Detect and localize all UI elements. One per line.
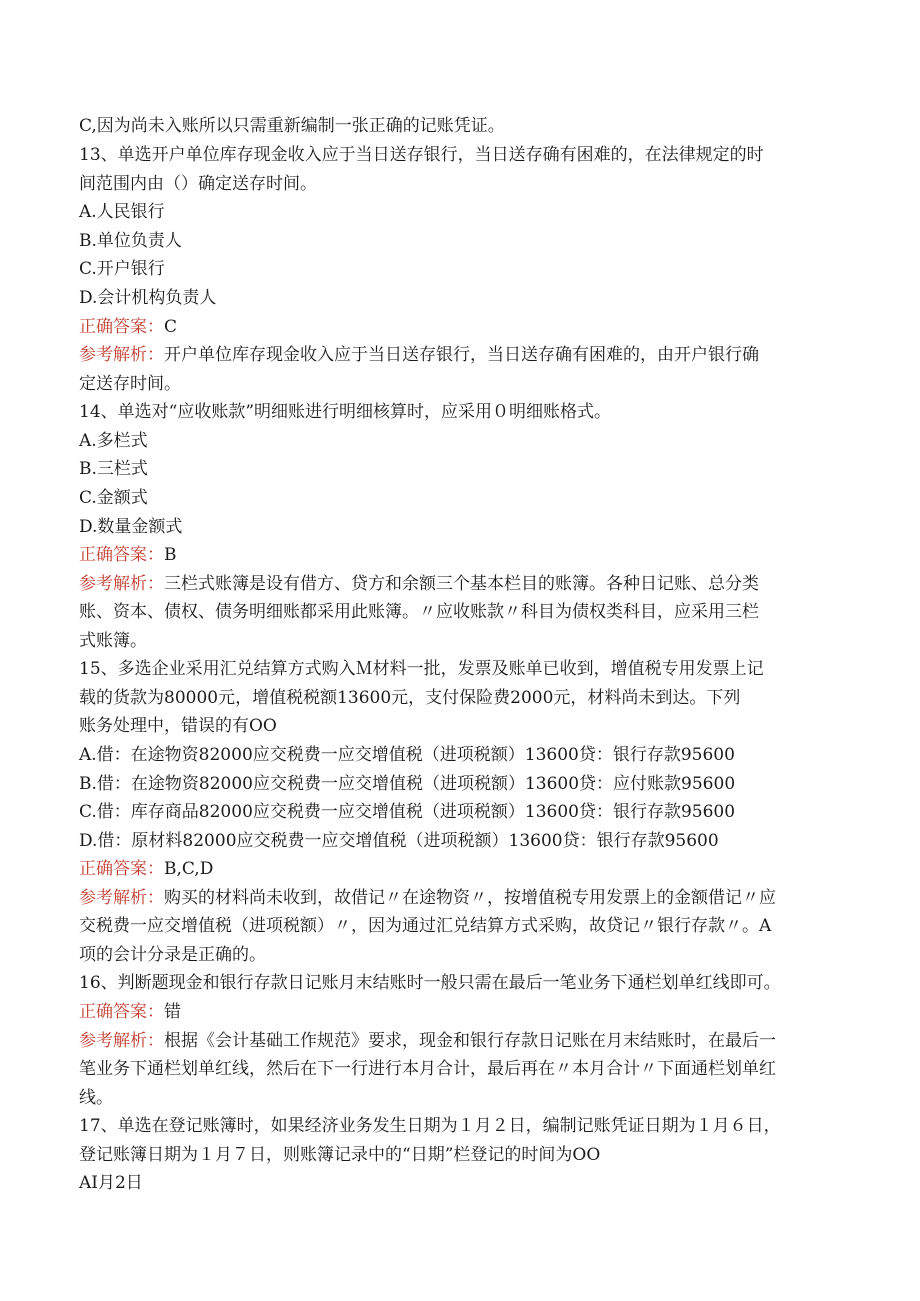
correct-answer: 正确答案：错 <box>79 1002 181 1022</box>
option-b: B.单位负责人 <box>79 231 182 251</box>
option-a: A.多栏式 <box>79 431 148 451</box>
analysis: 参考解析：三栏式账簿是设有借方、贷方和余额三个基本栏目的账簿。各种日记账、总分类 <box>79 574 759 594</box>
option-c: C.开户银行 <box>79 259 165 279</box>
question-14-stem: 14、单选对“应收账款”明细账进行明细核算时，应采用０明细账格式。 <box>79 402 612 422</box>
analysis: 参考解析：购买的材料尚未收到，故借记〃在途物资〃，按增值税专用发票上的金额借记〃应 <box>79 888 776 908</box>
question-17-stem: 17、单选在登记账簿时，如果经济业务发生日期为１月２日，编制记账凭证日期为１月６日， <box>79 1116 781 1136</box>
analysis-continued: 笔业务下通栏划单红线，然后在下一行进行本月合计，最后再在〃本月合计〃下面通栏划单红 <box>79 1059 776 1079</box>
analysis-continued: 项的会计分录是正确的。 <box>79 945 266 965</box>
analysis-continued: 式账簿。 <box>79 631 147 651</box>
analysis: 参考解析：开户单位库存现金收入应于当日送存银行，当日送存确有困难的，由开户银行确 <box>79 345 759 365</box>
question-13-stem: 间范围内由（）确定送存时间。 <box>79 174 317 194</box>
option-c: C.借：库存商品82000应交税费一应交增值税（进项税额）13600贷：银行存款95600 <box>79 802 736 822</box>
analysis-continued: 线。 <box>79 1088 113 1108</box>
option-d: D.借：原材料82000应交税费一应交增值税（进项税额）13600贷：银行存款95600 <box>79 831 719 851</box>
option-a: A.人民银行 <box>79 202 165 222</box>
option-d: D.数量金额式 <box>79 517 183 537</box>
question-17-stem: 登记账簿日期为１月７日，则账簿记录中的“日期”栏登记的时间为OO <box>79 1145 601 1165</box>
question-13-stem: 13、单选开户单位库存现金收入应于当日送存银行，当日送存确有困难的，在法律规定的时 <box>79 145 764 165</box>
analysis-continued: 交税费一应交增值税（进项税额）〃，因为通过汇兑结算方式采购，故贷记〃银行存款〃。A <box>79 916 772 936</box>
correct-answer: 正确答案：B <box>79 545 177 565</box>
analysis: 参考解析：根据《会计基础工作规范》要求，现金和银行存款日记账在月末结账时，在最后一 <box>79 1031 776 1051</box>
correct-answer: 正确答案：C <box>79 317 178 337</box>
option-a: A.借：在途物资82000应交税费一应交增值税（进项税额）13600贷：银行存款95600 <box>79 745 735 765</box>
question-15-stem: 15、多选企业采用汇兑结算方式购入Ｍ材料一批，发票及账单已收到，增值税专用发票上记 <box>79 659 764 679</box>
option-b: B.三栏式 <box>79 459 148 479</box>
analysis-continued: 账、资本、债权、债务明细账都采用此账簿。〃应收账款〃科目为债权类科目，应采用三栏 <box>79 602 759 622</box>
analysis-continued: 定送存时间。 <box>79 374 181 394</box>
option-c: C.金额式 <box>79 488 148 508</box>
option-a: AI月2日 <box>79 1173 143 1193</box>
correct-answer: 正确答案：B,C,D <box>79 859 214 879</box>
question-15-stem: 账务处理中，错误的有OO <box>79 716 277 736</box>
question-15-stem: 载的货款为80000元，增值税税额13600元，支付保险费2000元，材料尚未到达。下列 <box>79 688 741 708</box>
option-b: B.借：在途物资82000应交税费一应交增值税（进项税额）13600贷：应付账款95600 <box>79 774 736 794</box>
text-line: C,因为尚未入账所以只需重新编制一张正确的记账凭证。 <box>79 116 505 136</box>
option-d: D.会计机构负责人 <box>79 288 217 308</box>
question-16-stem: 16、判断题现金和银行存款日记账月末结账时一般只需在最后一笔业务下通栏划单红线即可。 <box>79 973 781 993</box>
